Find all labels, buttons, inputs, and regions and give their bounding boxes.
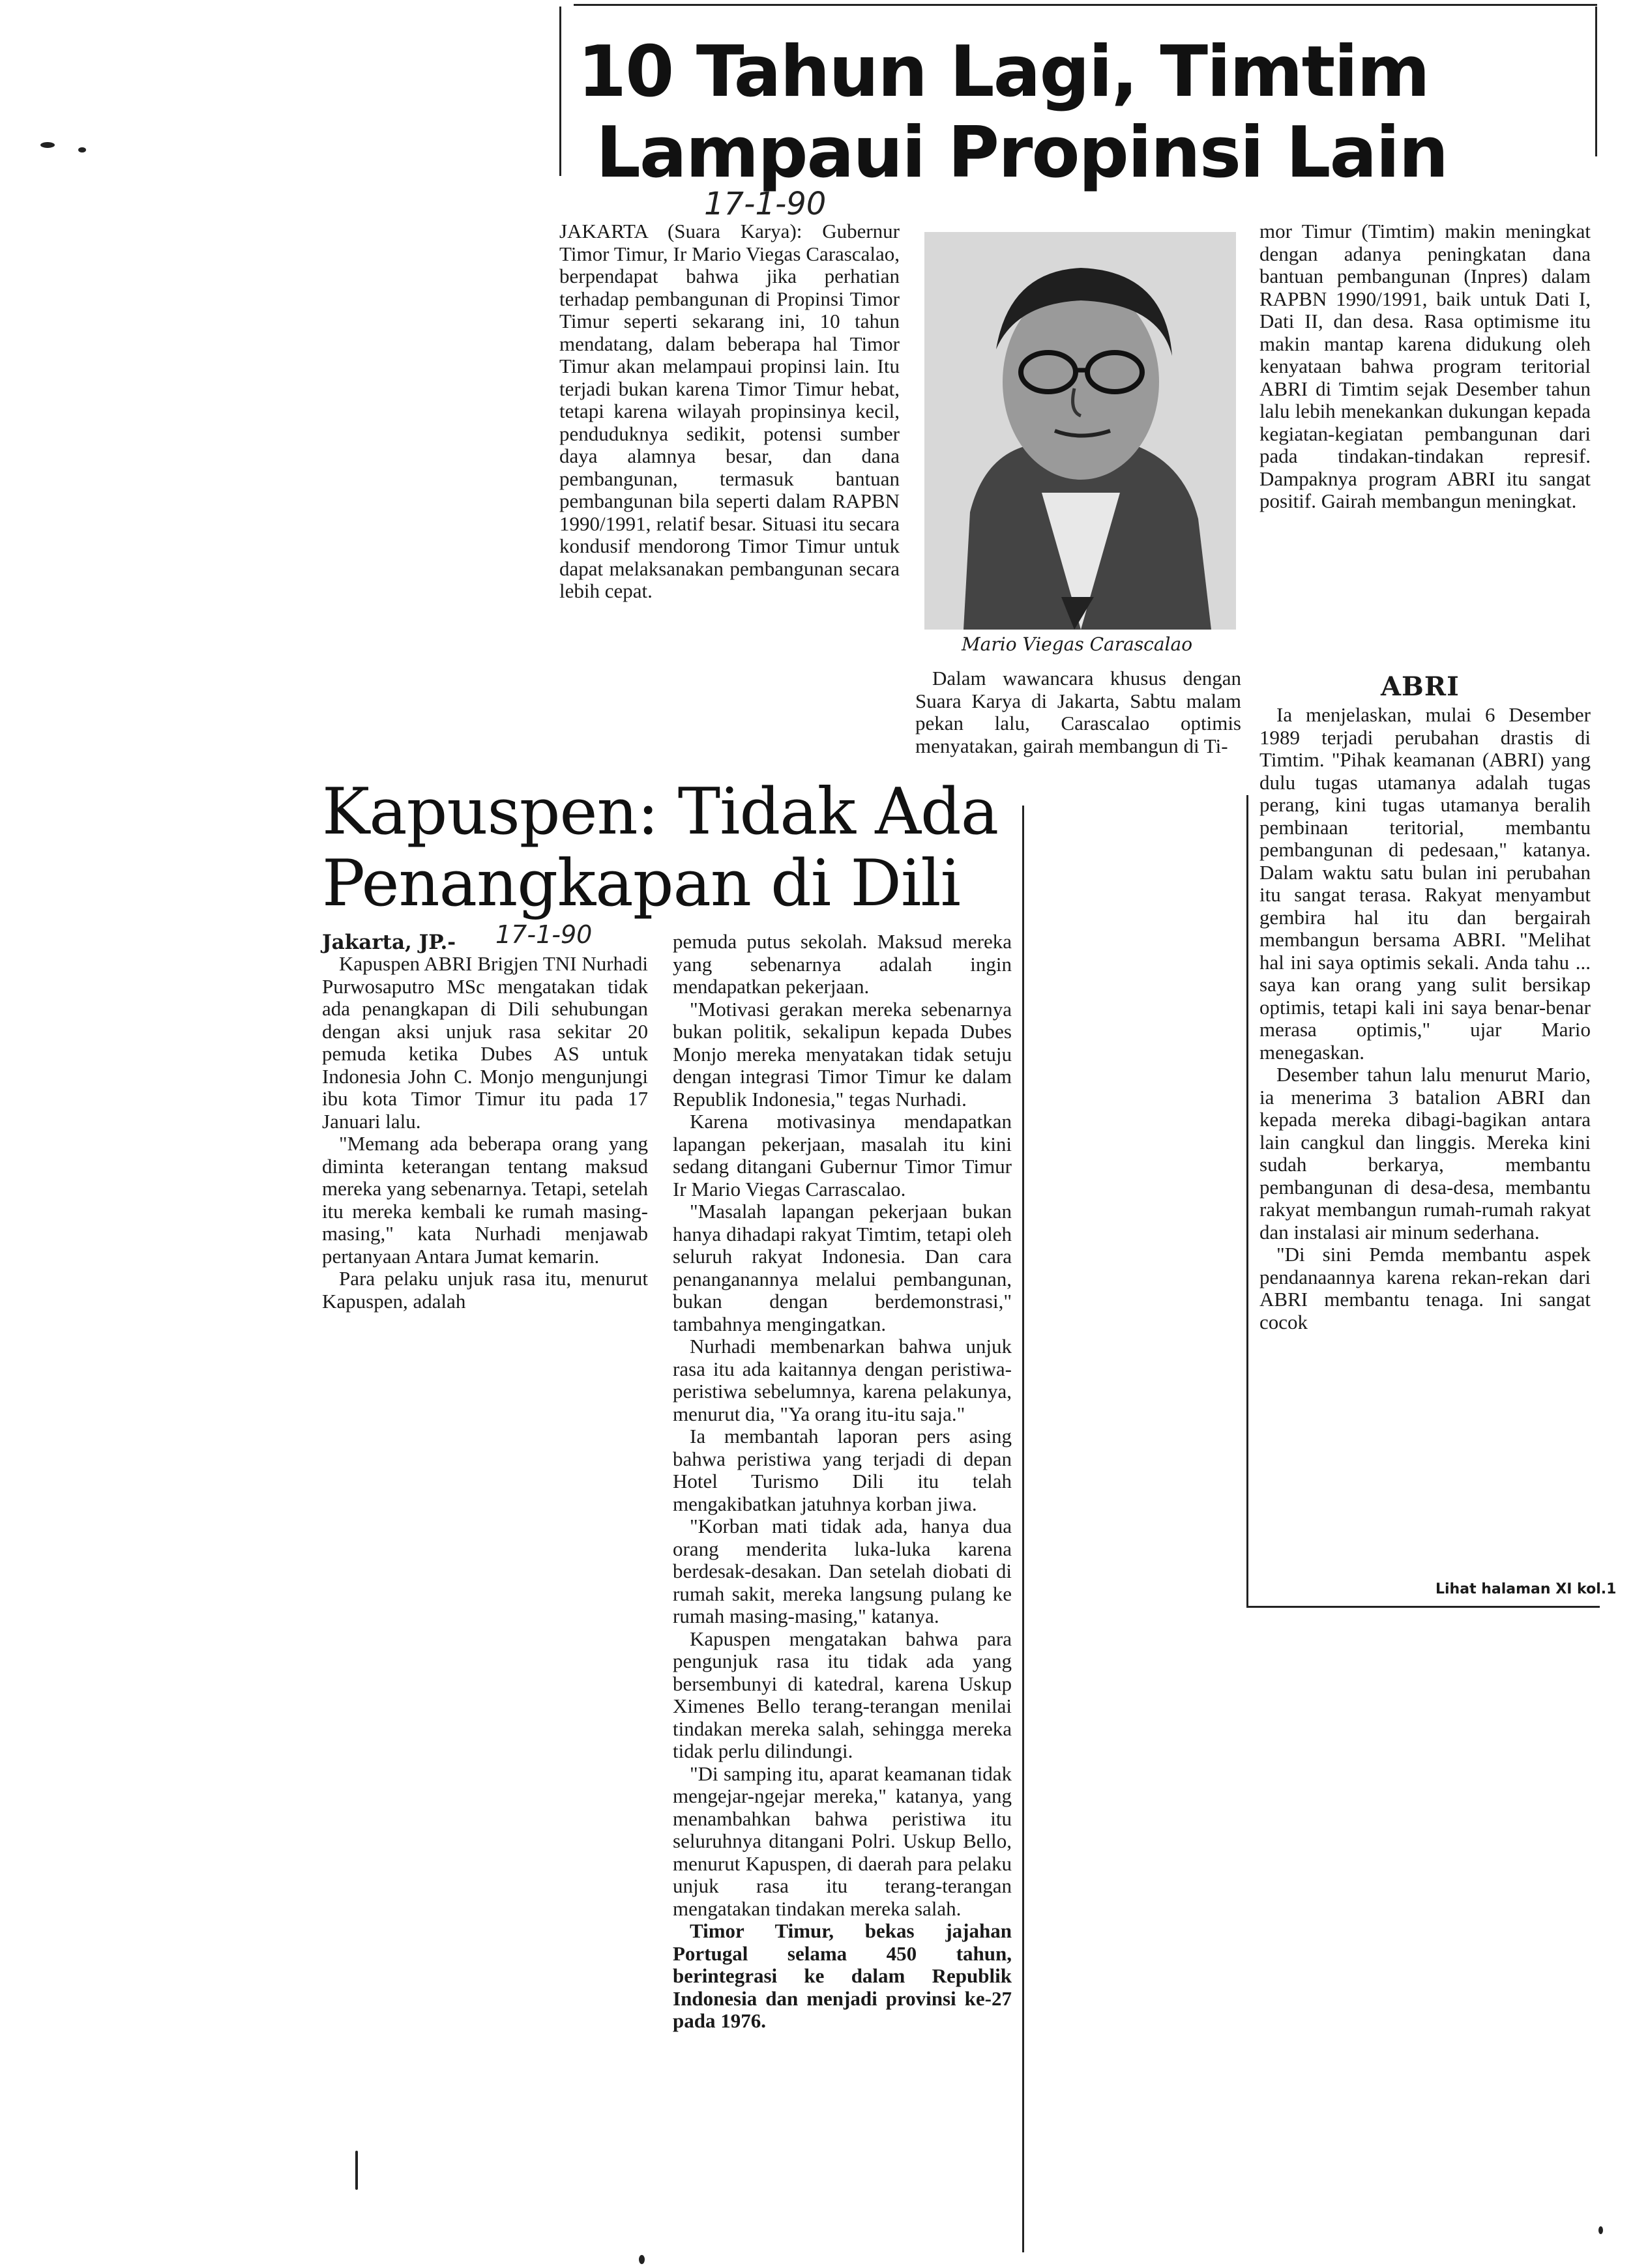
- scan-speck: [639, 2255, 645, 2264]
- article2-paragraph: Timor Timur, bekas jajahan Portugal selama 450 tahun, berintegrasi ke dalam Republik Indonesia dan menjadi provinsi ke-27 pada 1976.: [673, 1919, 1012, 2032]
- article2-column-2: [673, 931, 1012, 2033]
- article2-paragraph: Nurhadi membenarkan bahwa unjuk rasa itu ada kaitannya dengan peristiwa-peristiwa sebelumnya, karena pelakunya, menurut dia, "Ya orang itu-itu saja.": [673, 1335, 1012, 1425]
- article1-column-1: [559, 220, 900, 603]
- article2-column-1: [322, 953, 648, 1313]
- article1-column-divider: [1246, 795, 1248, 1607]
- article2-paragraph: "Masalah lapangan pekerjaan bukan hanya dihadapi rakyat Timtim, tetapi oleh seluruh rakyat Indonesia. Dan cara penanganannya melalui pembangunan, bukan dengan berdemonstrasi," tambahnya mengingatkan.: [673, 1200, 1012, 1335]
- scan-speck: [40, 142, 55, 148]
- abri-subhead: ABRI: [1381, 671, 1460, 702]
- article2-paragraph: Ia membantah laporan pers asing bahwa peristiwa yang terjadi di depan Hotel Turismo Dili itu telah mengakibatkan jatuhnya korban jiwa.: [673, 1425, 1012, 1515]
- article1-headline-line1: 10 Tahun Lagi, Timtim: [578, 31, 1429, 113]
- scan-speck: [355, 2151, 358, 2190]
- article1-headline-line2: Lampaui Propinsi Lain: [596, 112, 1448, 194]
- article1-paragraph: "Di sini Pemda membantu aspek pendanaannya karena rekan-rekan dari ABRI membantu tenaga. Ini sangat cocok: [1259, 1243, 1591, 1333]
- article1-bottom-rule: [1246, 1606, 1600, 1608]
- left-border-line: [559, 7, 561, 176]
- article2-paragraph: "Di samping itu, aparat keamanan tidak mengejar-ngejar mereka," katanya, yang menambahkan bahwa peristiwa itu seluruhnya ditangani Polri. Uskup Bello, menurut Kapuspen, di daerah para pelaku unjuk rasa itu terang-terangan mengatakan tindakan mereka salah.: [673, 1762, 1012, 1920]
- article1-column-3-continued: [1259, 704, 1591, 1333]
- article1-paragraph: Ia menjelaskan, mulai 6 Desember 1989 terjadi perubahan drastis di Timtim. "Pihak keamanan (ABRI) yang dulu tugas utamanya adalah tugas perang, kini tugas utamanya beralih pembinaan teritorial, membantu pembangunan di pedesaan," katanya. Dalam waktu satu bulan ini perubahan itu sangat terasa. Rakyat menyambut gembira hal itu dan bergairah membangun bersama ABRI. "Melihat hal ini saya optimis sekali. Anda tahu ... saya kan orang yang sulit bersikap optimis, tetapi kali ini saya benar-benar merasa optimis," ujar Mario menegaskan.: [1259, 703, 1591, 1064]
- portrait-photo: [924, 232, 1236, 630]
- article2-handwritten-date: 17-1-90: [495, 920, 593, 949]
- continuation-note: Lihat halaman XI kol.1: [1435, 1581, 1617, 1597]
- article1-paragraph: mor Timur (Timtim) makin meningkat dengan adanya peningkatan dana bantuan pembangunan (Inpres) dalam RAPBN 1990/1991, baik untuk Dati I, Dati II, dan desa. Rasa optimisme itu makin mantap karena didukung oleh kenyataan bahwa program teritorial ABRI di Timtim sejak Desember tahun lalu lebih menekankan dukungan kepada kegiatan-kegiatan pembangunan dari pada tindakan-tindakan represif. Dampaknya program ABRI itu sangat positif. Gairah membangun meningkat.: [1259, 220, 1591, 512]
- article2-right-rule: [1022, 806, 1024, 2252]
- article2-headline-line2: Penangkapan di Dili: [322, 847, 960, 921]
- article2-paragraph: Para pelaku unjuk rasa itu, menurut Kapuspen, adalah: [322, 1267, 648, 1313]
- article2-paragraph: Kapuspen mengatakan bahwa para pengunjuk rasa itu tidak ada yang bersembunyi di katedral, karena Uskup Ximenes Bello terang-terangan menilai tindakan mereka salah, sehingga mereka tidak perlu dilindungi.: [673, 1627, 1012, 1762]
- handwritten-date: 17-1-90: [704, 186, 827, 222]
- right-border-line: [1595, 7, 1597, 156]
- scan-speck: [78, 147, 86, 153]
- article2-headline-line1: Kapuspen: Tidak Ada: [322, 775, 999, 849]
- portrait-photo-graphic: [924, 232, 1236, 630]
- article2-byline: Jakarta, JP.-: [322, 931, 456, 954]
- article2-paragraph: "Motivasi gerakan mereka sebenarnya bukan politik, sekalipun kepada Dubes Monjo mereka menyatakan tidak setuju dengan integrasi Timor Timur ke dalam Republik Indonesia," tegas Nurhadi.: [673, 997, 1012, 1111]
- scan-speck: [1598, 2226, 1603, 2234]
- article1-paragraph: Dalam wawancara khusus dengan Suara Karya di Jakarta, Sabtu malam pekan lalu, Carascalao optimis menyatakan, gairah membangun di Ti-: [915, 667, 1241, 757]
- article1-column-3: [1259, 220, 1591, 513]
- article2-paragraph: pemuda putus sekolah. Maksud mereka yang sebenarnya adalah ingin mendapatkan pekerjaan.: [673, 930, 1012, 998]
- article2-paragraph: "Memang ada beberapa orang yang diminta keterangan tentang maksud mereka yang sebenarnya. Tetapi, setelah itu mereka kembali ke rumah masing-masing," kata Nurhadi menjawab pertanyaan Antara Jumat kemarin.: [322, 1132, 648, 1268]
- article1-paragraph: JAKARTA (Suara Karya): Gubernur Timor Timur, Ir Mario Viegas Carascalao, berpendapat bahwa jika perhatian terhadap pembangunan di Propinsi Timor Timur seperti sekarang ini, 10 tahun mendatang, dalam beberapa hal Timor Timur akan melampaui propinsi lain. Itu terjadi bukan karena Timor Timur hebat, tetapi karena wilayah propinsinya kecil, penduduknya sedikit, potensi sumber daya alamnya besar, dan dana pembangunan, termasuk bantuan pembangunan bila seperti dalam RAPBN 1990/1991, relatif besar. Situasi itu secara kondusif mendorong Timor Timur untuk dapat melaksanakan pembangunan secara lebih cepat.: [559, 220, 900, 602]
- top-border-line: [574, 4, 1597, 6]
- article2-paragraph: Karena motivasinya mendapatkan lapangan pekerjaan, masalah itu kini sedang ditangani Gubernur Timor Timur Ir Mario Viegas Carrascalao.: [673, 1110, 1012, 1200]
- article1-column-2: [915, 667, 1241, 757]
- article2-paragraph: "Korban mati tidak ada, hanya dua orang menderita luka-luka karena berdesak-desakan. Dan setelah diobati di rumah sakit, mereka langsung pulang ke rumah masing-masing," katanya.: [673, 1515, 1012, 1627]
- article1-paragraph: Desember tahun lalu menurut Mario, ia menerima 3 batalion ABRI dan kepada mereka dibagi-bagikan antara lain cangkul dan linggis. Mereka kini sudah berkarya, membantu pembangunan di desa-desa, membantu rakyat membangun rumah-rumah rakyat dan instalasi air minum sederhana.: [1259, 1063, 1591, 1243]
- photo-caption: Mario Viegas Carascalao: [962, 633, 1193, 655]
- article2-paragraph: Kapuspen ABRI Brigjen TNI Nurhadi Purwosaputro MSc mengatakan tidak ada penangkapan di Dili sehubungan dengan aksi unjuk rasa sekitar 20 pemuda ketika Dubes AS untuk Indonesia John C. Monjo mengunjungi ibu kota Timor Timur itu pada 17 Januari lalu.: [322, 952, 648, 1133]
